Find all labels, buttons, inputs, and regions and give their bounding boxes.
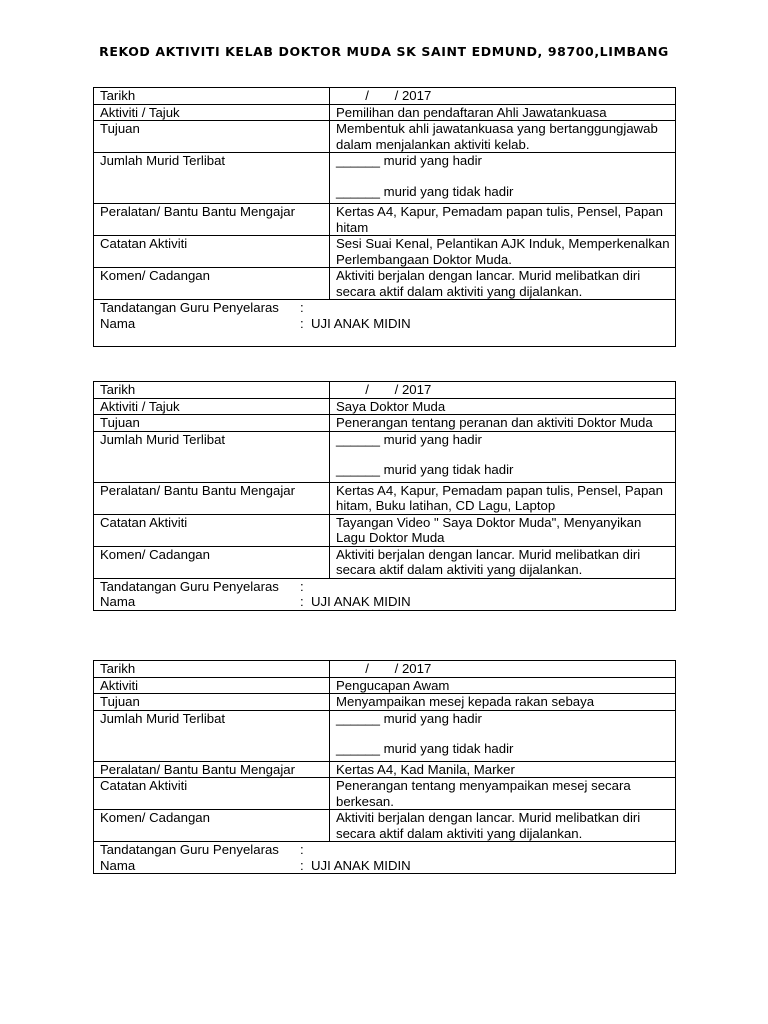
- jumlah-value: [330, 431, 676, 482]
- row-jumlah-murid: [94, 153, 676, 204]
- row-aktiviti: [94, 398, 676, 415]
- row-jumlah-murid: [94, 710, 676, 761]
- row-tarikh: [94, 661, 676, 678]
- aktiviti-label: Aktiviti / Tajuk: [94, 398, 330, 415]
- nama-label: Nama: [100, 315, 136, 331]
- komen-value: Aktiviti berjalan dengan lancar. Murid melibatkan diri secara aktif dalam aktiviti yang dijalankan.: [330, 268, 676, 300]
- tarikh-value: / / 2017: [330, 382, 676, 399]
- row-peralatan: [94, 482, 676, 514]
- row-aktiviti: [94, 104, 676, 121]
- row-catatan: [94, 778, 676, 810]
- row-peralatan: [94, 761, 676, 778]
- tujuan-value: Penerangan tentang peranan dan aktiviti Doktor Muda: [330, 415, 676, 432]
- row-tarikh: [94, 88, 676, 105]
- nama-value: UJI ANAK MIDIN: [311, 594, 411, 609]
- jumlah-label: Jumlah Murid Terlibat: [94, 153, 330, 204]
- aktiviti-value: Pengucapan Awam: [330, 677, 676, 694]
- tujuan-label: Tujuan: [94, 694, 330, 711]
- catatan-value: Sesi Suai Kenal, Pelantikan AJK Induk, Memperkenalkan Perlembangaan Doktor Muda.: [330, 236, 676, 268]
- row-tujuan: [94, 415, 676, 432]
- murid-hadir: ______ murid yang hadir: [336, 710, 482, 726]
- komen-value: Aktiviti berjalan dengan lancar. Murid melibatkan diri secara aktif dalam aktiviti yang dijalankan.: [330, 546, 676, 578]
- activity-record-table: [93, 660, 676, 874]
- aktiviti-label: Aktiviti / Tajuk: [94, 104, 330, 121]
- jumlah-label: Jumlah Murid Terlibat: [94, 710, 330, 761]
- komen-value: Aktiviti berjalan dengan lancar. Murid melibatkan diri secara aktif dalam aktiviti yang dijalankan.: [330, 810, 676, 842]
- murid-hadir: ______ murid yang hadir: [336, 153, 482, 168]
- tandatangan-label: Tandatangan Guru Penyelaras: [100, 578, 279, 594]
- signature-cell: Tandatangan Guru Penyelaras : Nama : UJI ANAK MIDIN: [94, 300, 676, 347]
- row-tandatangan: [94, 842, 676, 874]
- row-tujuan: [94, 694, 676, 711]
- jumlah-label: Jumlah Murid Terlibat: [94, 431, 330, 482]
- row-catatan: [94, 514, 676, 546]
- tarikh-label: Tarikh: [94, 88, 330, 105]
- tandatangan-label: Tandatangan Guru Penyelaras: [100, 842, 279, 857]
- tarikh-label: Tarikh: [94, 661, 330, 678]
- row-komen: [94, 546, 676, 578]
- catatan-value: Penerangan tentang menyampaikan mesej secara berkesan.: [330, 778, 676, 810]
- aktiviti-value: Saya Doktor Muda: [330, 398, 676, 415]
- murid-tidak-hadir: ______ murid yang tidak hadir: [336, 741, 514, 756]
- row-tujuan: [94, 121, 676, 153]
- peralatan-label: Peralatan/ Bantu Bantu Mengajar: [94, 482, 330, 514]
- row-aktiviti: [94, 677, 676, 694]
- row-tandatangan: [94, 300, 676, 347]
- peralatan-value: Kertas A4, Kad Manila, Marker: [330, 761, 676, 778]
- row-jumlah-murid: [94, 431, 676, 482]
- nama-value: UJI ANAK MIDIN: [311, 315, 411, 331]
- row-komen: [94, 810, 676, 842]
- row-tarikh: [94, 382, 676, 399]
- tujuan-value: Menyampaikan mesej kepada rakan sebaya: [330, 694, 676, 711]
- jumlah-value: [330, 153, 676, 204]
- komen-label: Komen/ Cadangan: [94, 268, 330, 300]
- aktiviti-label: Aktiviti: [94, 677, 330, 694]
- tandatangan-label: Tandatangan Guru Penyelaras: [100, 300, 279, 315]
- tarikh-value: / / 2017: [330, 661, 676, 678]
- row-komen: [94, 268, 676, 300]
- tarikh-label: Tarikh: [94, 382, 330, 399]
- komen-label: Komen/ Cadangan: [94, 810, 330, 842]
- activity-record-table: [93, 87, 676, 347]
- jumlah-value: [330, 710, 676, 761]
- tujuan-label: Tujuan: [94, 415, 330, 432]
- nama-label: Nama: [100, 857, 136, 873]
- aktiviti-value: Pemilihan dan pendaftaran Ahli Jawatankuasa: [330, 104, 676, 121]
- peralatan-value: Kertas A4, Kapur, Pemadam papan tulis, Pensel, Papan hitam: [330, 204, 676, 236]
- murid-tidak-hadir: ______ murid yang tidak hadir: [336, 462, 514, 477]
- nama-label: Nama: [100, 594, 136, 609]
- komen-label: Komen/ Cadangan: [94, 546, 330, 578]
- catatan-value: Tayangan Video " Saya Doktor Muda", Menyanyikan Lagu Doktor Muda: [330, 514, 676, 546]
- catatan-label: Catatan Aktiviti: [94, 236, 330, 268]
- tujuan-value: Membentuk ahli jawatankuasa yang bertanggungjawab dalam menjalankan aktiviti kelab.: [330, 121, 676, 153]
- tarikh-value: / / 2017: [330, 88, 676, 105]
- activity-record-table: [93, 381, 676, 611]
- peralatan-label: Peralatan/ Bantu Bantu Mengajar: [94, 204, 330, 236]
- peralatan-value: Kertas A4, Kapur, Pemadam papan tulis, Pensel, Papan hitam, Buku latihan, CD Lagu, Laptop: [330, 482, 676, 514]
- signature-cell: Tandatangan Guru Penyelaras : Nama : UJI ANAK MIDIN: [94, 578, 676, 610]
- nama-value: UJI ANAK MIDIN: [311, 857, 411, 873]
- row-peralatan: [94, 204, 676, 236]
- tujuan-label: Tujuan: [94, 121, 330, 153]
- catatan-label: Catatan Aktiviti: [94, 778, 330, 810]
- murid-hadir: ______ murid yang hadir: [336, 431, 482, 447]
- row-tandatangan: [94, 578, 676, 610]
- murid-tidak-hadir: ______ murid yang tidak hadir: [336, 183, 514, 199]
- signature-cell: Tandatangan Guru Penyelaras : Nama : UJI ANAK MIDIN: [94, 842, 676, 874]
- page-title: REKOD AKTIVITI KELAB DOKTOR MUDA SK SAINT EDMUND, 98700,LIMBANG: [99, 44, 669, 59]
- row-catatan: [94, 236, 676, 268]
- catatan-label: Catatan Aktiviti: [94, 514, 330, 546]
- peralatan-label: Peralatan/ Bantu Bantu Mengajar: [94, 761, 330, 778]
